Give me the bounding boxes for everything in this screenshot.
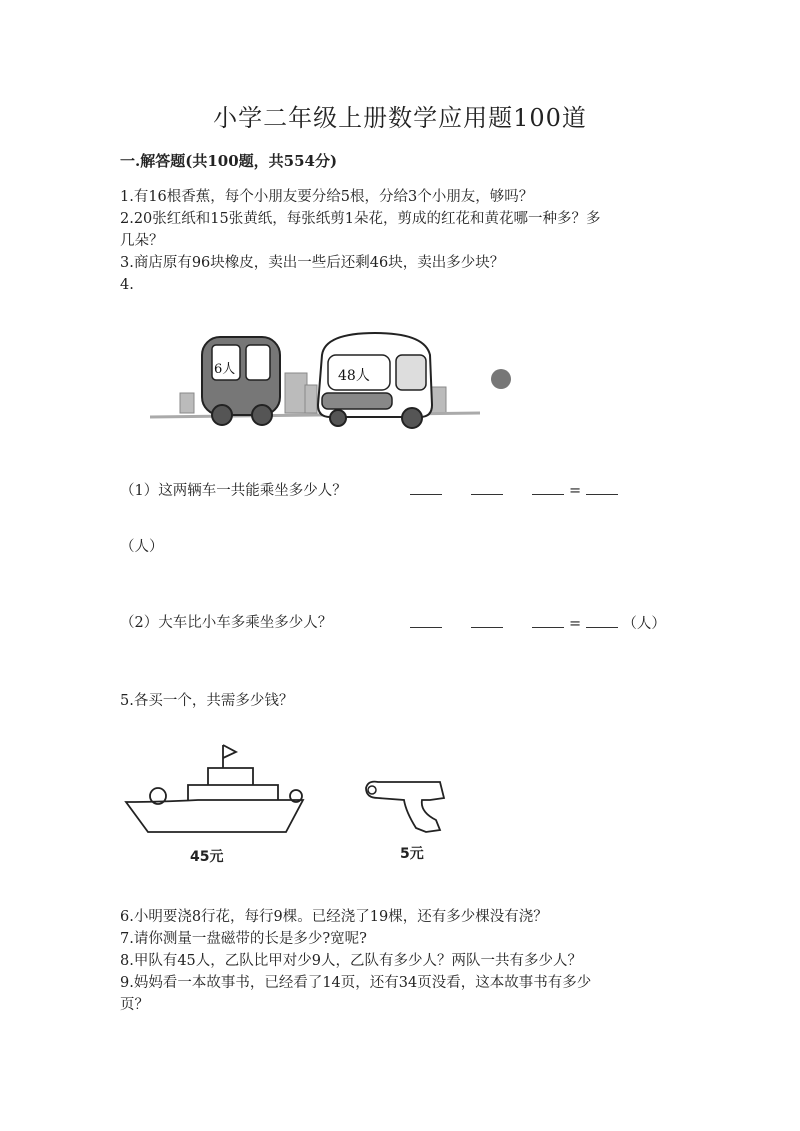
q4-sub2-text: （2）大车比小车多乘坐多少人？ [120,615,333,631]
ship-icon [118,740,318,840]
bus-icon [318,333,432,428]
ball-icon [491,369,511,389]
q4-sub1-blanks [410,480,620,499]
q4-sub2-blanks [410,612,670,633]
gun-price: 5元 [400,846,424,862]
question-9-line-1: 9.妈妈看一本故事书，已经看了14页，还有34页没看，这本故事书有多少 [120,975,592,991]
answer-blank[interactable] [410,480,442,495]
question-4: 4. [120,277,134,293]
toy-gun-icon [360,770,460,840]
question-7: 7.请你测量一盘磁带的长是多少?宽呢? [120,931,367,947]
vehicles-illustration [150,325,530,440]
answer-blank[interactable] [532,613,564,628]
answer-blank[interactable] [471,613,503,628]
q4-sub1-unit: （人） [120,539,164,555]
ship-price: 45元 [190,849,224,865]
answer-blank[interactable] [532,480,564,495]
answer-blank[interactable] [471,480,503,495]
question-8: 8.甲队有45人，乙队比甲对少9人，乙队有多少人？两队一共有多少人？ [120,953,583,969]
bus-label: 48人 [338,368,370,384]
small-car-label: 6人 [214,362,236,377]
question-6: 6.小明要浇8行花，每行9棵。已经浇了19棵，还有多少棵没有浇？ [120,909,548,925]
q4-sub1-text: （1）这两辆车一共能乘坐多少人？ [120,483,347,499]
small-car-icon [202,337,280,425]
question-5: 5.各买一个，共需多少钱？ [120,693,294,709]
equals-sign: = [569,616,582,632]
question-1: 1.有16根香蕉，每个小朋友要分给5根，分给3个小朋友，够吗？ [120,189,534,205]
question-2-line-2: 几朵？ [120,233,164,249]
question-2-line-1: 2.20张红纸和15张黄纸，每张纸剪1朵花，剪成的红花和黄花哪一种多？多 [120,211,601,227]
question-3: 3.商店原有96块橡皮，卖出一些后还剩46块，卖出多少块？ [120,255,505,271]
answer-blank[interactable] [586,480,618,495]
section-heading: 一.解答题(共100题，共554分) [120,152,338,170]
question-9-line-2: 页？ [120,997,149,1013]
answer-blank[interactable] [410,613,442,628]
equals-sign: = [569,483,582,499]
answer-blank[interactable] [586,613,618,628]
page-title: 小学二年级上册数学应用题100道 [213,104,587,132]
q4-sub2-unit: （人） [622,616,666,632]
